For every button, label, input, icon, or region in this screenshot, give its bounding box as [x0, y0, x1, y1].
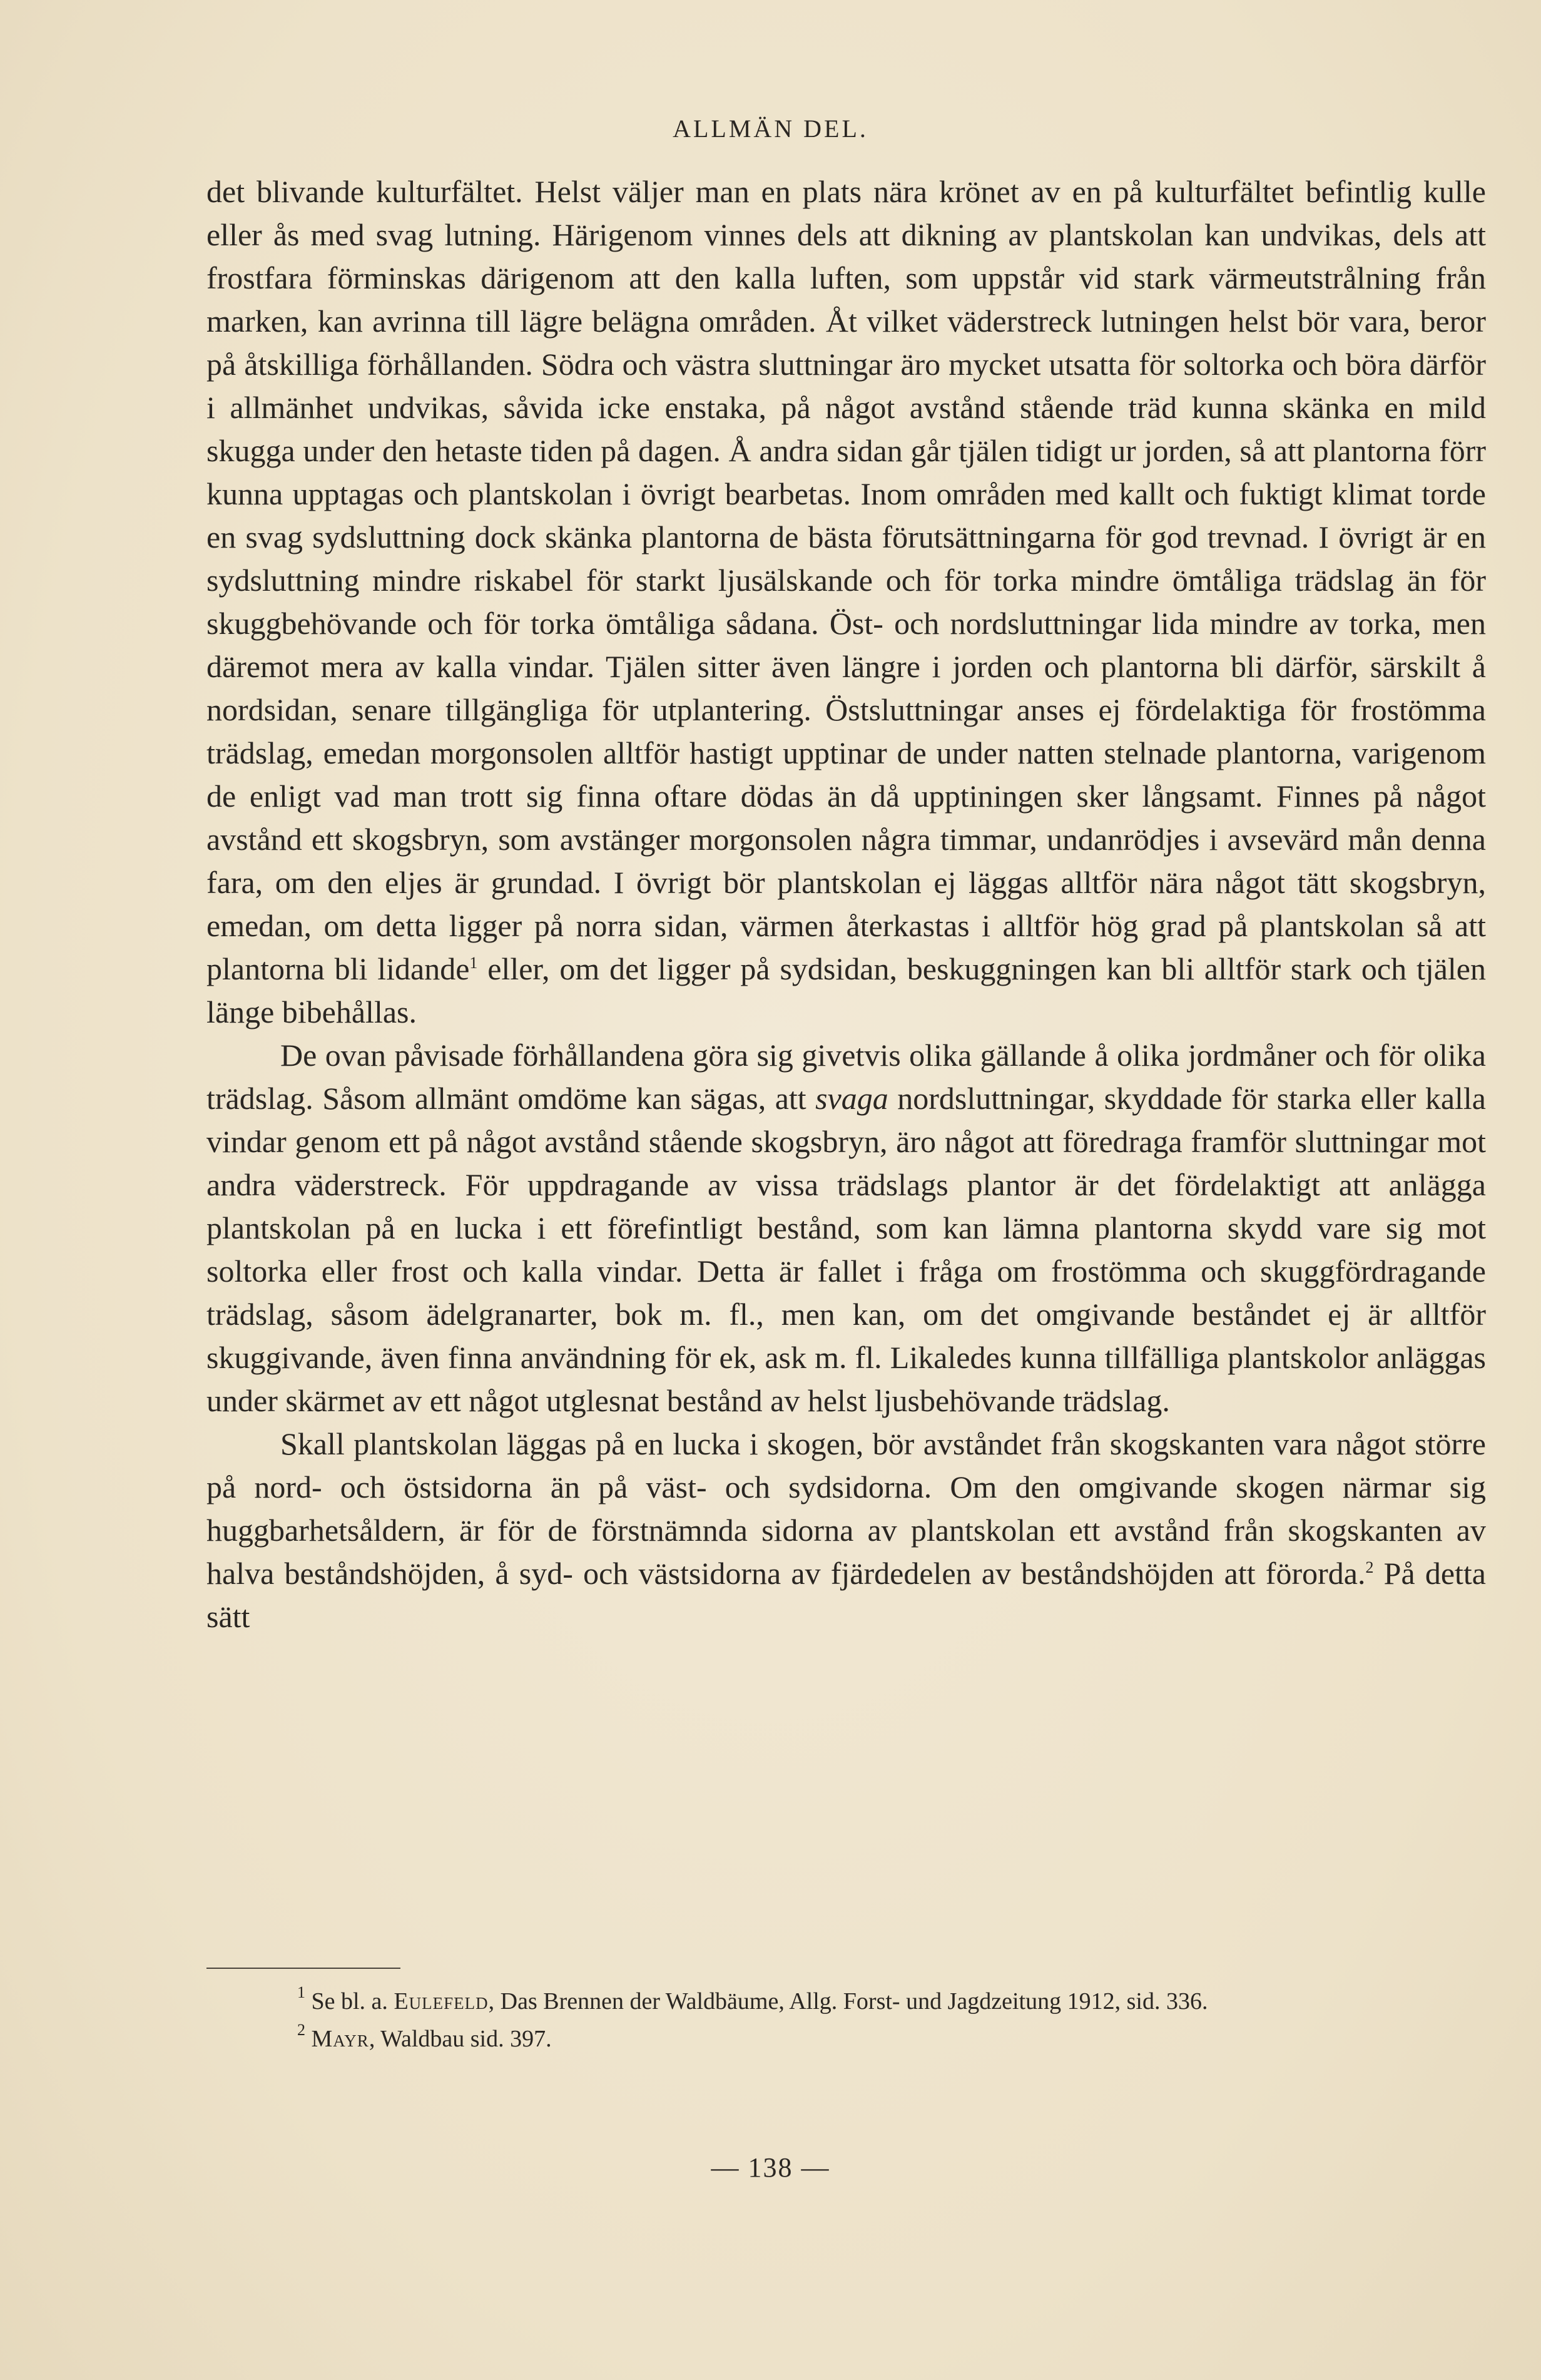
footnote-2-post: , Waldbau sid. 397.: [369, 2026, 552, 2052]
footnote-1-pre: Se bl. a.: [305, 1988, 394, 2015]
footnote-1: [206, 1983, 1486, 2020]
footnote-divider: [206, 1968, 400, 1969]
paragraph-2-start: De ovan påvisade förhållandena göra sig givetvis olika gällande å olika jordmåner och för olika trädslag. Såsom allmänt omdöme kan sägas, att: [206, 1038, 1486, 1116]
footnote-ref-1: 1: [469, 954, 478, 972]
paragraph-2-end: nordsluttningar, skyddade för starka eller kalla vindar genom ett på något avstånd stående skogsbryn, äro något att föredraga framför sluttningar mot andra väderstreck. För uppdragande av vissa trädslags plantor är det fördelaktigt att anlägga plantskolan på en lucka i ett förefintligt bestånd, som kan lämna plantorna skydd vare sig mot soltorka eller frost och kalla vindar. Detta är fallet i fråga om frostömma och skuggfördragande trädslag, såsom ädelgranarter, bok m. fl., men kan, om det omgivande beståndet ej är alltför skuggivande, även finna användning för ek, ask m. fl. Likaledes kunna tillfälliga plantskolor anläggas under skärmet av ett något utglesnat bestånd av helst ljusbehövande trädslag.: [206, 1081, 1486, 1418]
footnote-1-post: , Das Brennen der Waldbäume, Allg. Forst- und Jagdzeitung 1912, sid. 336.: [488, 1988, 1208, 2015]
footnote-2-mark: 2: [297, 2021, 305, 2039]
paragraph-1-text: det blivande kulturfältet. Helst väljer man en plats nära krönet av en på kulturfältet befintlig kulle eller ås med svag lutning. Härigenom vinnes dels att dikning av plantskolan kan undvikas, dels att frostfara förminskas därigenom att den kalla luften, som uppstår vid stark värmeutstrålning från marken, kan avrinna till lägre belägna områden. Åt vilket väderstreck lutningen helst bör vara, beror på åtskilliga förhållanden. Södra och västra sluttningar äro mycket utsatta för soltorka och böra därför i allmänhet undvikas, såvida icke enstaka, på något avstånd stående träd kunna skänka en mild skugga under den hetaste tiden på dagen. Å andra sidan går tjälen tidigt ur jorden, så att plantorna förr kunna upptagas och plantskolan i övrigt bearbetas. Inom områden med kallt och fuktigt klimat torde en svag sydsluttning dock skänka plantorna de bästa förutsättningarna för god trevnad. I övrigt är en sydsluttning mindre riskabel för starkt ljusälskande och för torka mindre ömtåliga trädslag än för skuggbehövande och för torka ömtåliga sådana. Öst- och nordsluttningar lida mindre av torka, men däremot mera av kalla vindar. Tjälen sitter även längre i jorden och plantorna bli därför, särskilt å nordsidan, senare tillgängliga för utplantering. Östsluttningar anses ej fördelaktiga för frostömma trädslag, emedan morgonsolen alltför hastigt upptinar de under natten stelnade plantorna, varigenom de enligt vad man trott sig finna oftare dödas än då upptiningen sker långsamt. Finnes på något avstånd ett skogsbryn, som avstänger morgonsolen några timmar, undanrödjes i avsevärd mån denna fara, om den eljes är grundad. I övrigt bör plantskolan ej läggas alltför nära något tätt skogsbryn, emedan, om detta ligger på norra sidan, värmen återkastas i alltför hög grad på plantskolan så att plantorna bli lidande: [206, 174, 1486, 986]
page-number: — 138 —: [711, 2152, 830, 2183]
paragraph-3-end: På detta sätt: [206, 1556, 1486, 1634]
running-header: ALLMÄN DEL.: [673, 115, 868, 143]
paragraph-2-emphasis: svaga: [815, 1081, 888, 1116]
footnote-1-author: Eulefeld: [394, 1988, 489, 2015]
footnote-2: [206, 2020, 1486, 2058]
body-text: [206, 170, 1486, 1638]
paragraph-3-text: Skall plantskolan läggas på en lucka i skogen, bör avståndet från skogskanten vara något större på nord- och östsidorna än på väst- och sydsidorna. Om den omgivande skogen närmar sig huggbarhetsåldern, är för de förstnämnda sidorna av plantskolan ett avstånd från skogskanten av halva beståndshöjden, å syd- och västsidorna av fjärdedelen av beståndshöjden att förorda.: [206, 1426, 1486, 1591]
paragraph-2: [206, 1034, 1486, 1422]
footnotes: [206, 1983, 1486, 2058]
footnote-1-mark: 1: [297, 1983, 305, 2001]
footnote-2-author: Mayr: [311, 2026, 369, 2052]
paragraph-1: [206, 170, 1486, 1034]
paragraph-3: [206, 1422, 1486, 1638]
footnote-ref-2: 2: [1365, 1558, 1374, 1576]
paragraph-1-end: eller, om det ligger på sydsidan, beskuggningen kan bli alltför stark och tjälen länge bibehållas.: [206, 951, 1486, 1029]
